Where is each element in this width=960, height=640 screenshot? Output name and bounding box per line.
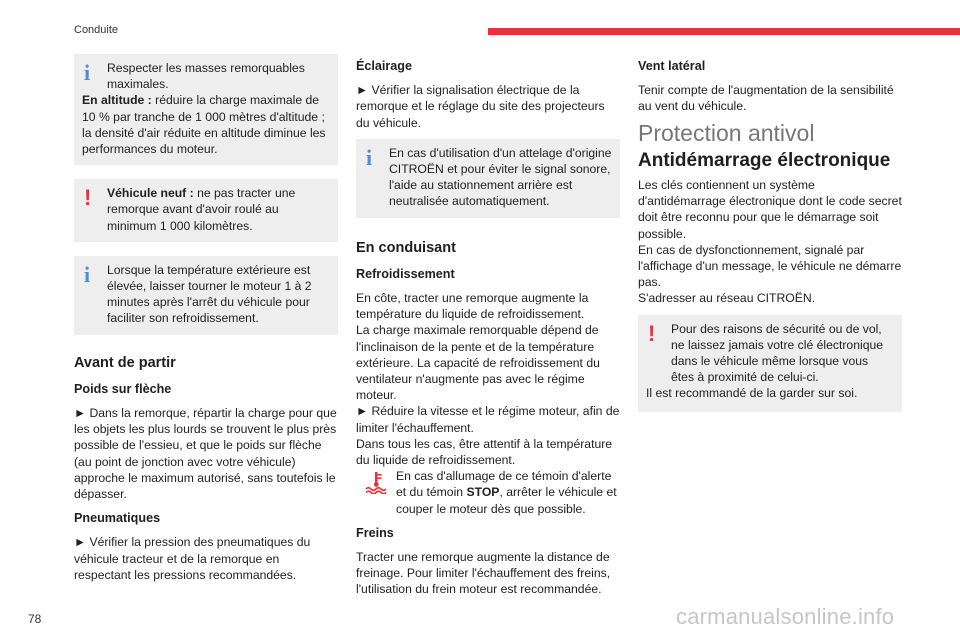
info-icon: i <box>366 144 373 170</box>
paragraph: La charge maximale remorquable dépend de l'inclinaison de la pente et de la température extérieure. La capacité de refroidissement du ventilateur n'augmente pas avec le régime moteur. <box>356 323 600 403</box>
subsection-heading: Refroidissement <box>356 266 455 281</box>
subsection-heading: Poids sur flèche <box>74 381 172 396</box>
running-header: Conduite <box>74 24 119 36</box>
bold-label: Véhicule neuf : <box>107 186 194 201</box>
box-text: Lorsque la température extérieure est élevée, laisser tourner le moteur 1 à 2 minutes après l'arrêt du véhicule pour faciliter son refroidissement. <box>107 262 312 326</box>
info-box-parking-aid <box>356 139 620 218</box>
subsection-heading: Vent latéral <box>638 59 706 73</box>
paragraph: Dans tous les cas, être attentif à la température du liquide de refroidissement. <box>356 436 613 468</box>
paragraph: Les clés contiennent un système d'antidémarrage électronique dont le code secret doit être reconnu pour que le démarrage soit possible. <box>638 178 902 241</box>
box-text: Respecter les masses remorquables maximales. <box>107 61 305 92</box>
box-text: réduire la charge maximale de 10 % par tranche de 1 000 mètres d'altitude ; la densité d'air réduite en altitude diminue les performances du moteur. <box>82 93 326 157</box>
box-text: Il est recommandé de la garder sur soi. <box>646 386 858 401</box>
warning-icon: ! <box>84 185 92 211</box>
paragraph: ► Vérifier la pression des pneumatiques du véhicule tracteur et de la remorque en respectant les pressions recommandées. <box>74 535 311 582</box>
paragraph: ► Réduire la vitesse et le régime moteur, afin de limiter l'échauffement. <box>356 404 620 435</box>
paragraph: Tenir compte de l'augmentation de la sensibilité au vent du véhicule. <box>638 83 894 114</box>
column-left <box>74 54 338 591</box>
subsection-heading: Freins <box>356 525 394 540</box>
coolant-temperature-icon <box>364 470 388 494</box>
paragraph: , arrêter le véhicule et couper le moteur dès que possible. <box>396 485 617 516</box>
bold-label: En altitude : <box>82 93 152 108</box>
paragraph: En cas de dysfonctionnement, signalé par l'affichage d'un message, le véhicule ne démarre pas. <box>638 242 902 290</box>
subsection-heading: Éclairage <box>356 59 413 73</box>
section-heading: Avant de partir <box>74 354 176 371</box>
column-right <box>638 54 902 426</box>
chapter-title: Protection antivol <box>638 119 815 146</box>
header-accent-bar <box>488 28 960 35</box>
box-text <box>82 92 330 157</box>
info-icon: i <box>84 261 91 287</box>
bold-label: STOP <box>466 485 500 500</box>
paragraph: En cas d'allumage de ce témoin d'alerte et du témoin <box>396 469 612 500</box>
box-text: Pour des raisons de sécurité ou de vol, ne laissez jamais votre clé électronique dans le véhicule même lorsque vous êtes à proximité de celui-ci. <box>671 321 884 385</box>
page-number: 78 <box>28 612 42 626</box>
paragraph: Tracter une remorque augmente la distance de freinage. Pour limiter l'échauffement des freins, l'utilisation du frein moteur est recommandée. <box>356 550 611 597</box>
warning-icon: ! <box>648 320 656 346</box>
paragraph: ► Vérifier la signalisation électrique de la remorque et le réglage du site des projecteurs du véhicule. <box>356 83 605 130</box>
warning-box-new-vehicle <box>74 179 338 242</box>
coolant-alert-note <box>356 468 620 517</box>
info-icon: i <box>84 60 91 85</box>
box-text: En cas d'utilisation d'un attelage d'origine CITROËN et pour éviter le signal sonore, l'aide au stationnement arrière est neutralisée automatiquement. <box>389 145 612 209</box>
section-heading: En conduisant <box>356 239 456 256</box>
subsection-heading: Pneumatiques <box>74 511 161 526</box>
section-heading: Antidémarrage électronique <box>638 149 891 171</box>
paragraph: ► Dans la remorque, répartir la charge pour que les objets les plus lourds se trouvent le plus près possible de l'essieu, et que le poids sur flèche (au point de jonction avec votre véhicule) approche le maximum autorisé, sans toutefois le dépasser. <box>74 406 337 502</box>
watermark: carmanualsonline.info <box>676 604 895 629</box>
box-text <box>82 185 330 234</box>
info-box-towing-masses <box>74 54 338 165</box>
column-middle <box>356 54 620 606</box>
box-text: ne pas tracter une remorque avant d'avoir roulé au minimum 1 000 kilomètres. <box>107 186 296 233</box>
warning-box-key-security <box>638 315 902 412</box>
paragraph: En côte, tracter une remorque augmente la température du liquide de refroidissement. <box>356 291 589 322</box>
paragraph: S'adresser au réseau CITROËN. <box>638 291 816 306</box>
info-box-temperature <box>74 256 338 335</box>
